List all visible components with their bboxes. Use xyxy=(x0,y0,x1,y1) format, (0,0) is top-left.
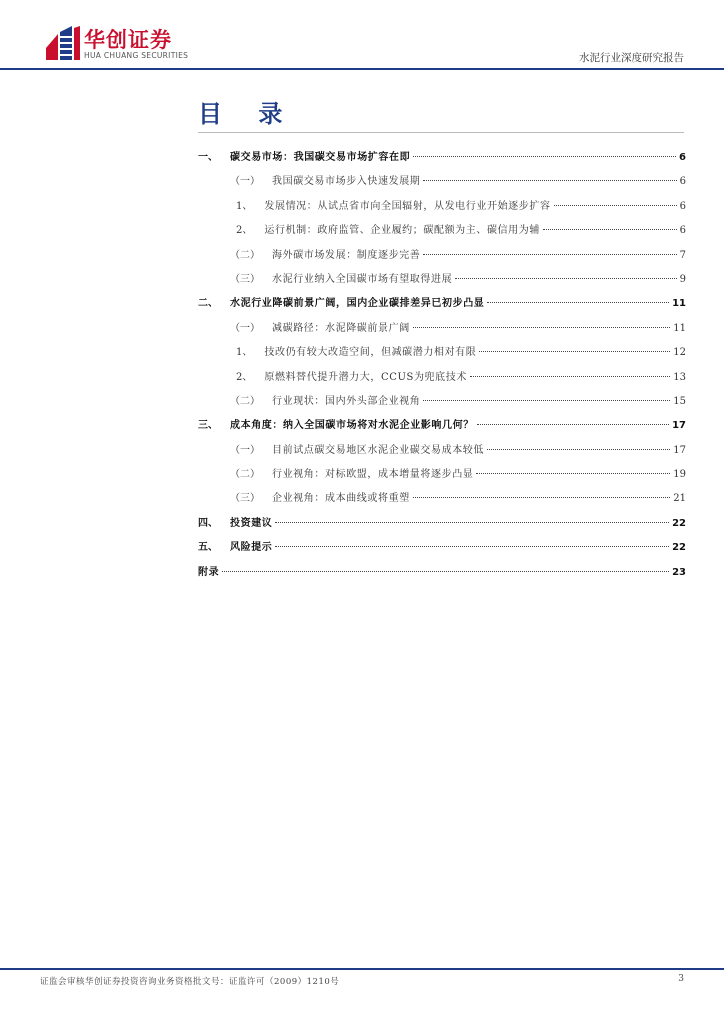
toc-entry[interactable] xyxy=(198,148,686,172)
toc-leader-dots xyxy=(455,278,676,279)
toc-entry-number: 三、 xyxy=(198,420,218,432)
toc-leader-dots xyxy=(554,205,677,206)
toc-entry-page: 7 xyxy=(679,249,686,261)
toc-leader-dots xyxy=(476,473,670,474)
toc-entry-page: 11 xyxy=(672,298,686,310)
toc-leader-dots xyxy=(470,376,670,377)
toc-entry-title: 行业视角：对标欧盟，成本增量将逐步凸显 xyxy=(272,469,474,481)
report-type-label: 水泥行业深度研究报告 xyxy=(579,52,684,64)
toc-entry-number: 1、 xyxy=(236,200,253,212)
toc-entry-number: （一） xyxy=(230,444,260,456)
toc-entry-title: 运行机制：政府监管、企业履约；碳配额为主、碳信用为辅 xyxy=(264,225,540,237)
toc-entry-number: 2、 xyxy=(236,225,253,237)
toc-entry-title: 企业视角：成本曲线或将重塑 xyxy=(272,493,410,505)
toc-leader-dots xyxy=(423,180,676,181)
toc-leader-dots xyxy=(413,327,670,328)
toc-entry-title: 减碳路径：水泥降碳前景广阔 xyxy=(272,322,410,334)
toc-entry-page: 23 xyxy=(672,566,686,578)
toc-entry-page: 11 xyxy=(673,322,686,334)
toc-entry-number: （三） xyxy=(230,273,260,285)
footer-divider xyxy=(0,968,724,970)
toc-leader-dots xyxy=(413,156,676,157)
toc-entry[interactable] xyxy=(198,172,686,196)
toc-leader-dots xyxy=(222,571,669,572)
toc-entry[interactable] xyxy=(198,465,686,489)
table-of-contents xyxy=(198,148,686,587)
toc-entry[interactable] xyxy=(198,563,686,587)
toc-entry-number: 二、 xyxy=(198,298,218,310)
logo-chinese-name: 华创证券 xyxy=(84,28,172,52)
toc-entry-title: 我国碳交易市场步入快速发展期 xyxy=(272,176,421,188)
toc-leader-dots xyxy=(487,449,670,450)
header-divider xyxy=(0,68,724,70)
toc-entry[interactable] xyxy=(198,368,686,392)
toc-entry[interactable] xyxy=(198,319,686,343)
toc-entry-number: 五、 xyxy=(198,542,218,554)
toc-entry-page: 12 xyxy=(673,347,686,359)
toc-entry-title: 碳交易市场：我国碳交易市场扩容在即 xyxy=(230,152,411,163)
toc-entry[interactable] xyxy=(198,294,686,318)
toc-title-divider xyxy=(198,132,684,133)
toc-entry-page: 9 xyxy=(679,273,686,285)
toc-entry-page: 6 xyxy=(679,200,686,212)
toc-leader-dots xyxy=(423,400,670,401)
toc-leader-dots xyxy=(275,522,669,523)
logo-mark-icon xyxy=(44,24,82,62)
toc-entry-title: 行业现状：国内外头部企业视角 xyxy=(272,395,421,407)
toc-entry[interactable] xyxy=(198,392,686,416)
toc-entry-title: 成本角度：纳入全国碳市场将对水泥企业影响几何？ xyxy=(230,420,474,432)
toc-entry-title: 技改仍有较大改造空间，但减碳潜力相对有限 xyxy=(264,347,477,359)
logo-english-name: HUA CHUANG SECURITIES xyxy=(84,51,189,60)
toc-entry[interactable] xyxy=(198,343,686,367)
toc-leader-dots xyxy=(487,302,669,303)
toc-entry-title: 水泥行业纳入全国碳市场有望取得进展 xyxy=(272,273,453,285)
toc-entry-page: 17 xyxy=(672,420,686,432)
toc-entry[interactable] xyxy=(198,270,686,294)
toc-entry-title: 海外碳市场发展：制度逐步完善 xyxy=(272,249,421,261)
toc-title: 目 录 xyxy=(198,100,297,128)
toc-entry-number: （二） xyxy=(230,249,260,261)
toc-entry-number: （二） xyxy=(230,395,260,407)
toc-entry[interactable] xyxy=(198,197,686,221)
page-number: 3 xyxy=(678,974,684,984)
toc-entry-number: 四、 xyxy=(198,517,218,529)
toc-entry-page: 21 xyxy=(673,493,686,505)
toc-leader-dots xyxy=(479,351,670,352)
page-header xyxy=(0,0,724,72)
toc-entry-number: （一） xyxy=(230,322,260,334)
toc-entry-number: （三） xyxy=(230,493,260,505)
toc-entry[interactable] xyxy=(198,514,686,538)
toc-leader-dots xyxy=(543,229,677,230)
toc-entry-title: 目前试点碳交易地区水泥企业碳交易成本较低 xyxy=(272,444,484,456)
toc-leader-dots xyxy=(477,424,669,425)
toc-entry-number: （二） xyxy=(230,469,260,481)
toc-entry[interactable] xyxy=(198,441,686,465)
toc-entry-page: 6 xyxy=(679,176,686,188)
toc-entry-page: 17 xyxy=(673,444,686,456)
toc-entry-title: 发展情况：从试点省市向全国辐射，从发电行业开始逐步扩容 xyxy=(264,200,551,212)
toc-entry-number: 1、 xyxy=(236,347,253,359)
toc-leader-dots xyxy=(413,497,670,498)
toc-leader-dots xyxy=(423,254,676,255)
toc-entry-title: 风险提示 xyxy=(230,542,273,554)
toc-entry[interactable] xyxy=(198,489,686,513)
toc-entry-number: 一、 xyxy=(198,152,218,163)
toc-entry-title: 投资建议 xyxy=(230,517,273,529)
toc-entry-page: 22 xyxy=(672,542,686,554)
toc-entry-page: 13 xyxy=(673,371,686,383)
company-logo xyxy=(44,24,194,64)
toc-entry-title: 附录 xyxy=(198,566,220,578)
toc-entry[interactable] xyxy=(198,221,686,245)
footer-disclaimer: 证监会审核华创证券投资咨询业务资格批文号：证监许可（2009）1210号 xyxy=(40,977,340,987)
toc-entry-title: 原燃料替代提升潜力大，CCUS为兜底技术 xyxy=(264,371,467,383)
toc-entry-page: 15 xyxy=(673,395,686,407)
toc-entry-page: 6 xyxy=(679,152,686,163)
toc-entry-number: 2、 xyxy=(236,371,253,383)
toc-entry[interactable] xyxy=(198,538,686,562)
toc-leader-dots xyxy=(275,546,669,547)
toc-entry-page: 6 xyxy=(679,225,686,237)
toc-entry-number: （一） xyxy=(230,176,260,188)
toc-entry-page: 22 xyxy=(672,517,686,529)
toc-entry-title: 水泥行业降碳前景广阔，国内企业碳排差异已初步凸显 xyxy=(230,298,485,310)
toc-entry[interactable] xyxy=(198,416,686,440)
toc-entry-page: 19 xyxy=(673,469,686,481)
toc-entry[interactable] xyxy=(198,246,686,270)
